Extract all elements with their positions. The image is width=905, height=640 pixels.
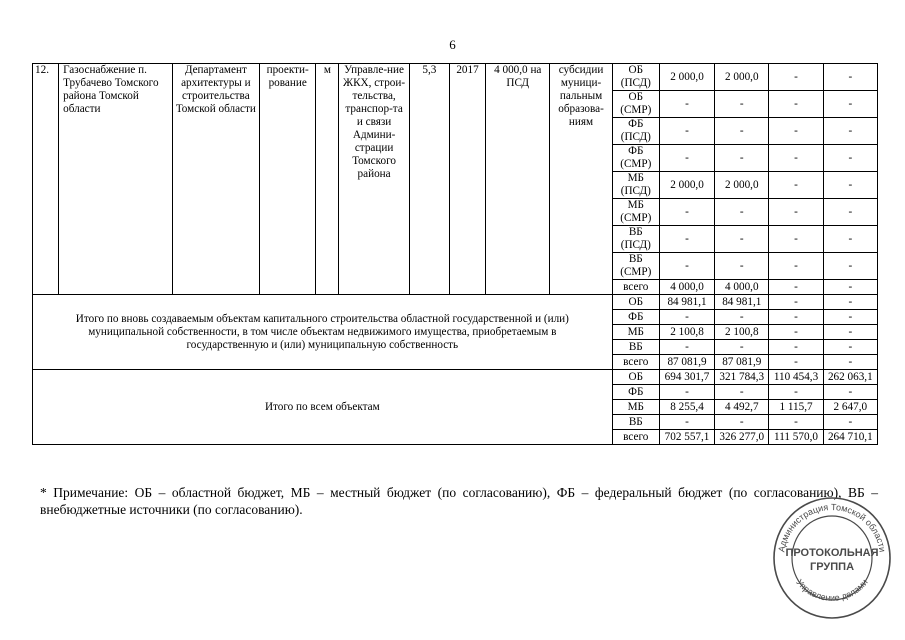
budget-type: ФБ (ПСД) xyxy=(612,118,659,145)
value-cell: - xyxy=(769,91,823,118)
value-cell: - xyxy=(659,310,714,325)
stamp-line-2: ГРУППА xyxy=(809,561,855,573)
value-cell: 1 115,7 xyxy=(769,400,823,415)
value-cell: 8 255,4 xyxy=(659,400,714,415)
value-cell: - xyxy=(769,64,823,91)
value-cell: 2 647,0 xyxy=(823,400,877,415)
value-cell: 2 000,0 xyxy=(659,64,714,91)
value-cell: - xyxy=(823,199,877,226)
value-cell: - xyxy=(769,385,823,400)
value-cell: 87 081,9 xyxy=(659,355,714,370)
value-cell: 111 570,0 xyxy=(769,430,823,445)
budget-type: всего xyxy=(612,355,659,370)
table-row xyxy=(33,295,878,310)
value-cell: - xyxy=(823,145,877,172)
value-cell: 2 000,0 xyxy=(715,64,769,91)
value-cell: - xyxy=(715,226,769,253)
value-cell: 2 000,0 xyxy=(715,172,769,199)
value-cell: 84 981,1 xyxy=(715,295,769,310)
value-cell: 4 000,0 xyxy=(659,280,714,295)
value-cell: 4 000,0 xyxy=(715,280,769,295)
value-cell: - xyxy=(715,415,769,430)
table-row xyxy=(33,370,878,385)
budget-type: ФБ xyxy=(612,385,659,400)
budget-type: ОБ (ПСД) xyxy=(612,64,659,91)
value-cell: - xyxy=(823,340,877,355)
budget-type: МБ (СМР) xyxy=(612,199,659,226)
value-cell: 2 100,8 xyxy=(659,325,714,340)
value-cell: - xyxy=(769,415,823,430)
object-name: Газоснабжение п. Трубачево Томского района Томской области xyxy=(59,64,173,295)
total-all-objects-label: Итого по всем объектам xyxy=(33,370,613,445)
value-cell: 4 492,7 xyxy=(715,400,769,415)
value-cell: - xyxy=(715,91,769,118)
value-cell: - xyxy=(769,310,823,325)
value-cell: - xyxy=(823,118,877,145)
value-cell: - xyxy=(659,385,714,400)
value-cell: - xyxy=(769,280,823,295)
budget-type: всего xyxy=(612,430,659,445)
table-body xyxy=(33,64,878,445)
value-cell: 264 710,1 xyxy=(823,430,877,445)
value-cell: - xyxy=(769,118,823,145)
value-cell: - xyxy=(659,226,714,253)
value-cell: - xyxy=(715,385,769,400)
value-cell: 2 100,8 xyxy=(715,325,769,340)
value-cell: - xyxy=(769,325,823,340)
value-cell: 84 981,1 xyxy=(659,295,714,310)
value-cell: - xyxy=(659,145,714,172)
total-new-objects-label: Итого по вновь создаваемым объектам капитального строительства областной государственной и (или) муниципальной собственности, в том числе объектам недвижимого имущества, приобретаемым в государственную и (или) муниципальную собственность xyxy=(33,295,613,370)
estimate-cell: 4 000,0 на ПСД xyxy=(486,64,550,295)
value-cell: - xyxy=(659,253,714,280)
value-cell: - xyxy=(715,199,769,226)
stage-cell: проекти-рование xyxy=(260,64,316,295)
budget-type: ОБ xyxy=(612,295,659,310)
value-cell: - xyxy=(769,340,823,355)
budget-type: ВБ xyxy=(612,340,659,355)
department-cell: Департамент архитектуры и строительства Томской области xyxy=(172,64,259,295)
value-cell: - xyxy=(823,280,877,295)
budget-type: всего xyxy=(612,280,659,295)
budget-type: ОБ (СМР) xyxy=(612,91,659,118)
budget-type: МБ xyxy=(612,325,659,340)
budget-type: ВБ xyxy=(612,415,659,430)
value-cell: - xyxy=(659,91,714,118)
value-cell: - xyxy=(715,340,769,355)
stamp-ring-text xyxy=(776,502,887,553)
budget-type: МБ xyxy=(612,400,659,415)
budget-type: МБ (ПСД) xyxy=(612,172,659,199)
value-cell: - xyxy=(823,415,877,430)
value-cell: - xyxy=(823,64,877,91)
value-cell: - xyxy=(715,118,769,145)
value-cell: - xyxy=(823,253,877,280)
stamp-ring-bottom-text xyxy=(794,577,869,603)
value-cell: - xyxy=(823,325,877,340)
customer-cell: Управле-ние ЖКХ, строи-тельства, транспор-та и связи Админи-страции Томского района xyxy=(339,64,409,295)
year-cell: 2017 xyxy=(449,64,485,295)
value-cell: - xyxy=(769,199,823,226)
value-cell: - xyxy=(823,226,877,253)
value-cell: - xyxy=(823,172,877,199)
budget-table xyxy=(32,63,878,445)
stamp-line-1: ПРОТОКОЛЬНАЯ xyxy=(785,547,879,559)
budget-type: ВБ (СМР) xyxy=(612,253,659,280)
value-cell: - xyxy=(769,253,823,280)
page-number: 6 xyxy=(449,37,456,52)
stamp-ring-bottom-text-path: Управление делами xyxy=(794,577,870,603)
value-cell: 702 557,1 xyxy=(659,430,714,445)
value-cell: - xyxy=(715,145,769,172)
budget-type: ОБ xyxy=(612,370,659,385)
unit-cell: м xyxy=(316,64,339,295)
value-cell: - xyxy=(769,226,823,253)
capacity-cell: 5,3 xyxy=(409,64,449,295)
value-cell: - xyxy=(659,340,714,355)
value-cell: - xyxy=(659,415,714,430)
protocol-group-stamp xyxy=(770,492,894,622)
stamp-ring-text-path: Администрация Томской области xyxy=(776,501,888,553)
value-cell: - xyxy=(823,295,877,310)
value-cell: 110 454,3 xyxy=(769,370,823,385)
value-cell: 694 301,7 xyxy=(659,370,714,385)
value-cell: - xyxy=(659,199,714,226)
value-cell: - xyxy=(769,172,823,199)
value-cell: - xyxy=(769,355,823,370)
value-cell: - xyxy=(769,145,823,172)
footnote: * Примечание: ОБ – областной бюджет, МБ – местный бюджет (по согласованию), ФБ – федеральный бюджет (по согласованию), ВБ – внебюджетные источники (по согласованию). xyxy=(40,485,878,517)
value-cell: 326 277,0 xyxy=(715,430,769,445)
value-cell: - xyxy=(769,295,823,310)
financing-form-cell: субсидии муници-пальным образова-ниям xyxy=(550,64,612,295)
value-cell: - xyxy=(823,355,877,370)
value-cell: - xyxy=(715,253,769,280)
value-cell: - xyxy=(823,91,877,118)
row-number: 12. xyxy=(33,64,59,295)
value-cell: - xyxy=(715,310,769,325)
value-cell: - xyxy=(823,310,877,325)
budget-type: ФБ xyxy=(612,310,659,325)
value-cell: 87 081,9 xyxy=(715,355,769,370)
value-cell: - xyxy=(659,118,714,145)
budget-type: ФБ (СМР) xyxy=(612,145,659,172)
value-cell: 2 000,0 xyxy=(659,172,714,199)
value-cell: 321 784,3 xyxy=(715,370,769,385)
table-row xyxy=(33,64,878,91)
value-cell: - xyxy=(823,385,877,400)
budget-type: ВБ (ПСД) xyxy=(612,226,659,253)
value-cell: 262 063,1 xyxy=(823,370,877,385)
